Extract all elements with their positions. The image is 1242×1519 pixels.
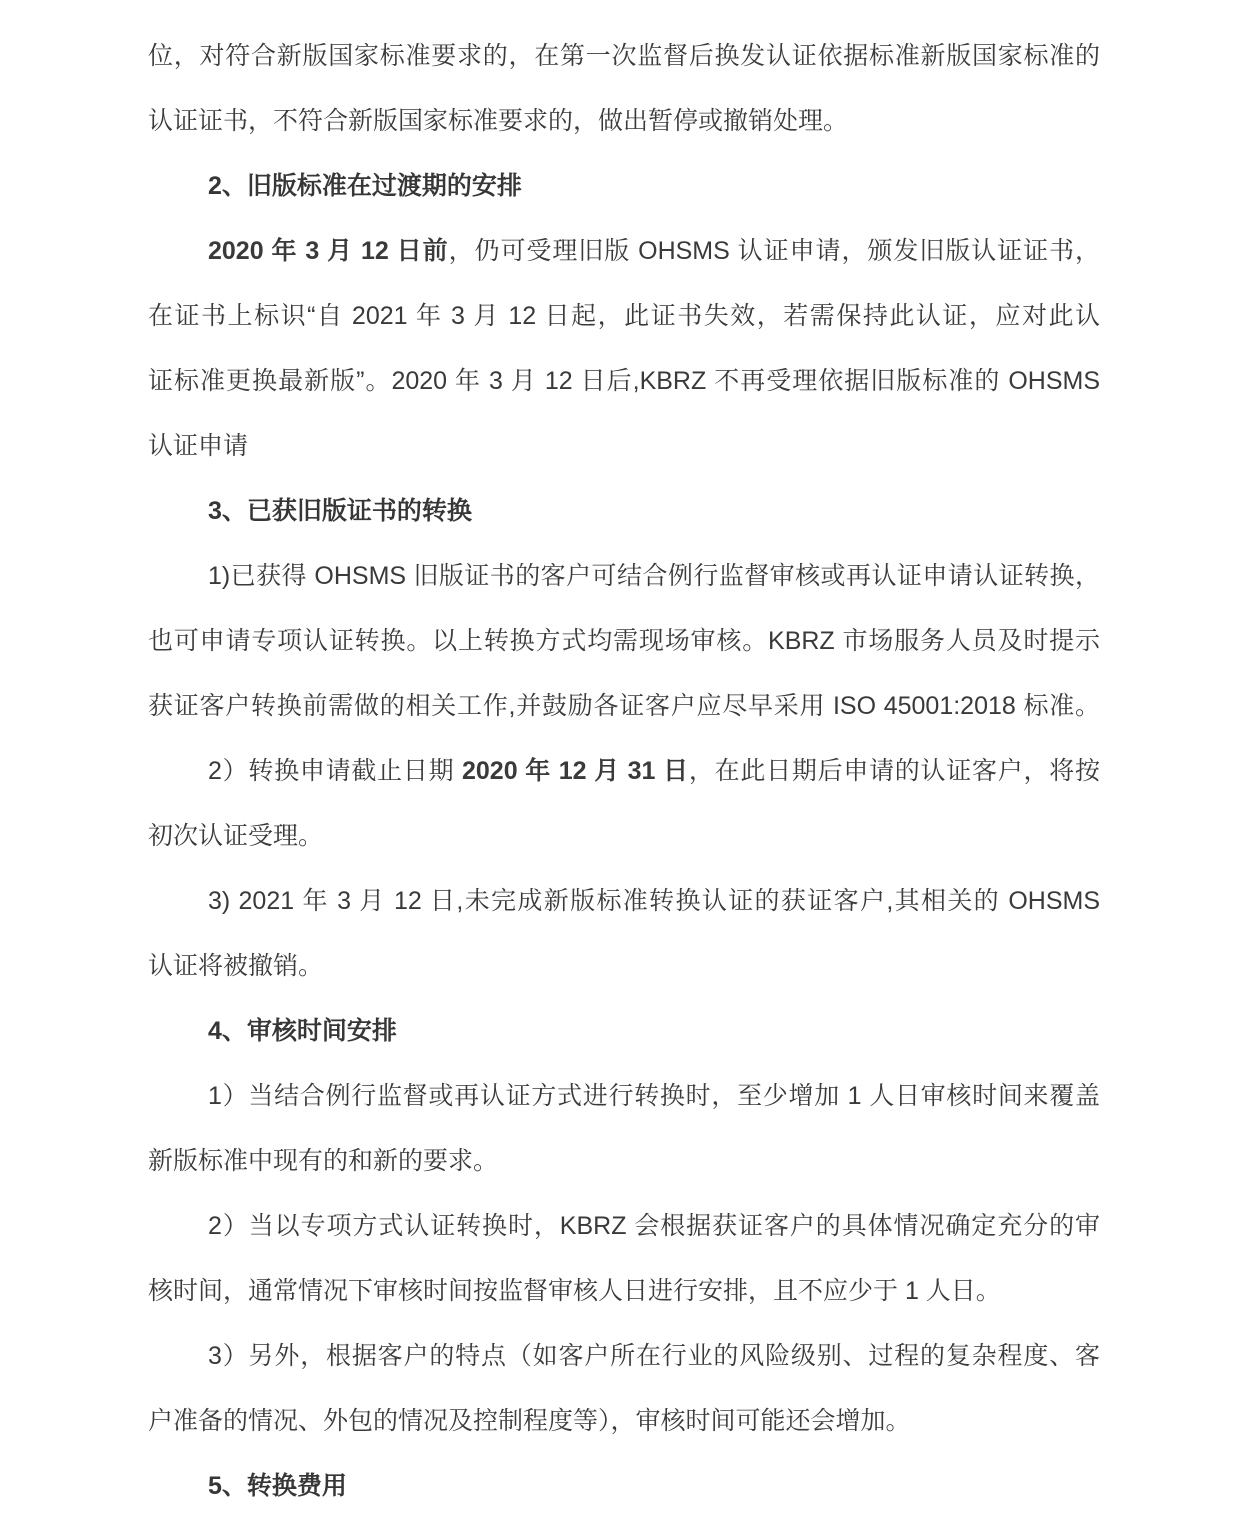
- body-line: [148, 544, 1100, 609]
- body-line: [148, 414, 1100, 479]
- text-segment: 认证证书，不符合新版国家标准要求的，做出暂停或撤销处理。: [148, 107, 849, 135]
- body-line: [148, 1064, 1100, 1129]
- text-segment: 1）当结合例行监督或再认证方式进行转换时，至少增加 1 人日审核时间来覆盖: [208, 1082, 1100, 1110]
- body-line: [148, 89, 1100, 154]
- bold-date-segment: 2020 年 3 月 12 日前: [208, 237, 449, 265]
- section-heading-3: [148, 479, 1100, 544]
- text-segment: 认证将被撤销。: [148, 952, 324, 980]
- text-segment: ，仍可受理旧版 OHSMS 认证申请，颁发旧版认证证书，: [448, 237, 1100, 265]
- text-segment: 位，对符合新版国家标准要求的，在第一次监督后换发认证依据标准新版国家标准的: [148, 42, 1100, 70]
- body-line: [148, 349, 1100, 414]
- heading-text: 4、审核时间安排: [208, 1017, 397, 1045]
- text-segment: 核时间，通常情况下审核时间按监督审核人日进行安排，且不应少于 1 人日。: [148, 1277, 1001, 1305]
- section-heading-4: [148, 999, 1100, 1064]
- text-segment: 初次认证受理。: [148, 822, 324, 850]
- body-line: [148, 869, 1100, 934]
- text-segment: ，在此日期后申请的认证客户，将按: [688, 757, 1100, 785]
- body-line: [148, 609, 1100, 674]
- body-line: [148, 934, 1100, 999]
- body-line: [148, 1194, 1100, 1259]
- text-segment: 新版标准中现有的和新的要求。: [148, 1147, 499, 1175]
- body-line: [148, 674, 1100, 739]
- text-segment: 户准备的情况、外包的情况及控制程度等），审核时间可能还会增加。: [148, 1407, 911, 1435]
- text-segment: 2）当以专项方式认证转换时，KBRZ 会根据获证客户的具体情况确定充分的审: [208, 1212, 1100, 1240]
- heading-text: 2、旧版标准在过渡期的安排: [208, 172, 522, 200]
- text-segment: 2）转换申请截止日期: [208, 757, 462, 785]
- body-line: [148, 219, 1100, 284]
- heading-text: 3、已获旧版证书的转换: [208, 497, 472, 525]
- text-segment: 认证申请: [148, 432, 249, 460]
- section-heading-5: [148, 1454, 1100, 1519]
- text-segment: 1)已获得 OHSMS 旧版证书的客户可结合例行监督审核或再认证申请认证转换，: [208, 562, 1100, 590]
- text-segment: 获证客户转换前需做的相关工作,并鼓励各证客户应尽早采用 ISO 45001:2018 标准。: [148, 692, 1100, 720]
- text-segment: 也可申请专项认证转换。以上转换方式均需现场审核。KBRZ 市场服务人员及时提示: [148, 627, 1100, 655]
- heading-text: 5、转换费用: [208, 1472, 347, 1500]
- text-segment: 3）另外，根据客户的特点（如客户所在行业的风险级别、过程的复杂程度、客: [208, 1342, 1100, 1370]
- section-heading-2: [148, 154, 1100, 219]
- bold-date-segment: 2020 年 12 月 31 日: [462, 757, 689, 785]
- body-line: [148, 1324, 1100, 1389]
- text-segment: 在证书上标识“自 2021 年 3 月 12 日起，此证书失效，若需保持此认证，应对此认: [148, 302, 1100, 330]
- body-line: [148, 284, 1100, 349]
- body-line: [148, 804, 1100, 869]
- text-segment: 3) 2021 年 3 月 12 日,未完成新版标准转换认证的获证客户,其相关的 OHSMS: [208, 887, 1100, 915]
- body-line: [148, 1389, 1100, 1454]
- body-line: [148, 1129, 1100, 1194]
- document-body: [148, 24, 1100, 1519]
- body-line: [148, 1259, 1100, 1324]
- body-line: [148, 24, 1100, 89]
- body-line: [148, 739, 1100, 804]
- text-segment: 证标准更换最新版”。2020 年 3 月 12 日后,KBRZ 不再受理依据旧版标准的 OHSMS: [148, 367, 1100, 395]
